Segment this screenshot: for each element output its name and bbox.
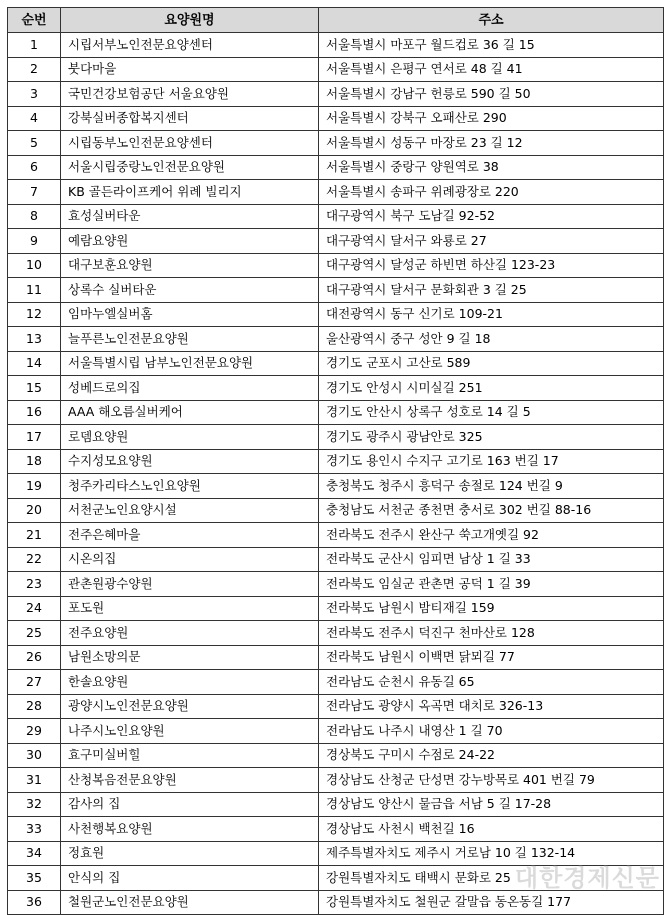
cell-address: 대전광역시 동구 신기로 109-21 [319,302,664,327]
cell-facility-name: 전주은혜마을 [61,523,319,548]
cell-number: 15 [8,376,61,401]
cell-number: 2 [8,57,61,82]
cell-address: 경기도 용인시 수지구 고기로 163 번길 17 [319,449,664,474]
table-row [8,57,664,82]
table-row [8,33,664,58]
table-row [8,523,664,548]
cell-facility-name: 성베드로의집 [61,376,319,401]
table-row [8,890,664,915]
cell-address: 대구광역시 달성군 하빈면 하산길 123-23 [319,253,664,278]
table-row [8,400,664,425]
cell-address: 강원특별자치도 태백시 문화로 25 [319,866,664,891]
table-row [8,253,664,278]
cell-number: 21 [8,523,61,548]
cell-number: 17 [8,425,61,450]
table-row [8,719,664,744]
cell-facility-name: 붓다마을 [61,57,319,82]
cell-number: 18 [8,449,61,474]
table-header-row [8,8,664,33]
cell-number: 7 [8,180,61,205]
cell-facility-name: 철원군노인전문요양원 [61,890,319,915]
cell-facility-name: 시립동부노인전문요양센터 [61,131,319,156]
cell-address: 전라북도 남원시 밤티재길 159 [319,596,664,621]
cell-address: 경기도 안성시 시미실길 251 [319,376,664,401]
cell-address: 서울특별시 마포구 월드컵로 36 길 15 [319,33,664,58]
nursing-home-table [7,7,664,915]
cell-number: 4 [8,106,61,131]
table-row [8,792,664,817]
cell-number: 35 [8,866,61,891]
cell-facility-name: 시립서부노인전문요양센터 [61,33,319,58]
cell-facility-name: 청주카리타스노인요양원 [61,474,319,499]
cell-number: 10 [8,253,61,278]
cell-number: 31 [8,768,61,793]
table-row [8,204,664,229]
watermark: 대한경제신문 [514,864,660,892]
table-body [8,33,664,915]
cell-number: 19 [8,474,61,499]
cell-address: 서울특별시 송파구 위례광장로 220 [319,180,664,205]
cell-number: 5 [8,131,61,156]
cell-number: 29 [8,719,61,744]
cell-address: 경상북도 구미시 수점로 24-22 [319,743,664,768]
cell-address: 대구광역시 달서구 와룡로 27 [319,229,664,254]
cell-number: 33 [8,817,61,842]
table-row [8,302,664,327]
cell-facility-name: 안식의 집 [61,866,319,891]
cell-address: 대구광역시 북구 도남길 92-52 [319,204,664,229]
cell-number: 36 [8,890,61,915]
cell-address: 전라북도 임실군 관촌면 공덕 1 길 39 [319,572,664,597]
cell-number: 14 [8,351,61,376]
table-row [8,449,664,474]
table-row [8,425,664,450]
cell-address: 경기도 안산시 상록구 성호로 14 길 5 [319,400,664,425]
cell-facility-name: 한솔요양원 [61,670,319,695]
table-row [8,694,664,719]
cell-number: 16 [8,400,61,425]
cell-number: 1 [8,33,61,58]
cell-facility-name: 사천행복요양원 [61,817,319,842]
table-row [8,180,664,205]
cell-facility-name: 산청복음전문요양원 [61,768,319,793]
cell-facility-name: 나주시노인요양원 [61,719,319,744]
cell-number: 26 [8,645,61,670]
cell-facility-name: 서울시립중랑노인전문요양원 [61,155,319,180]
cell-facility-name: 늘푸른노인전문요양원 [61,327,319,352]
table-row [8,229,664,254]
cell-facility-name: 광양시노인전문요양원 [61,694,319,719]
cell-address: 전라북도 군산시 임피면 남상 1 길 33 [319,547,664,572]
cell-facility-name: 예람요양원 [61,229,319,254]
cell-number: 27 [8,670,61,695]
cell-facility-name: 국민건강보험공단 서울요양원 [61,82,319,107]
cell-address: 울산광역시 중구 성안 9 길 18 [319,327,664,352]
cell-facility-name: 시온의집 [61,547,319,572]
cell-facility-name: 감사의 집 [61,792,319,817]
cell-facility-name: 대구보훈요양원 [61,253,319,278]
cell-facility-name: 서울특별시립 남부노인전문요양원 [61,351,319,376]
table-row [8,376,664,401]
cell-address: 경기도 군포시 고산로 589 [319,351,664,376]
table-row [8,547,664,572]
cell-number: 9 [8,229,61,254]
cell-number: 32 [8,792,61,817]
table-row [8,768,664,793]
cell-facility-name: 정효원 [61,841,319,866]
cell-address: 경상남도 산청군 단성면 강누방목로 401 번길 79 [319,768,664,793]
cell-address: 충청북도 청주시 흥덕구 송절로 124 번길 9 [319,474,664,499]
cell-number: 34 [8,841,61,866]
cell-facility-name: 효구미실버힐 [61,743,319,768]
cell-number: 12 [8,302,61,327]
cell-address: 제주특별자치도 제주시 거로남 10 길 132-14 [319,841,664,866]
cell-facility-name: 포도원 [61,596,319,621]
cell-number: 20 [8,498,61,523]
table-row [8,327,664,352]
table-row [8,670,664,695]
table-row [8,866,664,891]
cell-address: 대구광역시 달서구 문화회관 3 길 25 [319,278,664,303]
table-row [8,155,664,180]
cell-facility-name: 상록수 실버타운 [61,278,319,303]
header-number: 순번 [8,8,61,33]
cell-facility-name: 전주요양원 [61,621,319,646]
cell-number: 23 [8,572,61,597]
cell-address: 경상남도 양산시 물금읍 서남 5 길 17-28 [319,792,664,817]
table-row [8,645,664,670]
cell-address: 전라남도 광양시 옥곡면 대치로 326-13 [319,694,664,719]
cell-facility-name: 임마누엘실버홈 [61,302,319,327]
cell-address: 경기도 광주시 광남안로 325 [319,425,664,450]
cell-address: 서울특별시 성동구 마장로 23 길 12 [319,131,664,156]
cell-address: 전라북도 전주시 덕진구 천마산로 128 [319,621,664,646]
table-row [8,351,664,376]
cell-address: 서울특별시 강남구 헌릉로 590 길 50 [319,82,664,107]
cell-address: 전라남도 순천시 유동길 65 [319,670,664,695]
table-row [8,596,664,621]
table-row [8,131,664,156]
table-row [8,474,664,499]
cell-address: 서울특별시 강북구 오패산로 290 [319,106,664,131]
table-row [8,106,664,131]
cell-address: 전라북도 전주시 완산구 쑥고개옛길 92 [319,523,664,548]
cell-address: 서울특별시 중랑구 양원역로 38 [319,155,664,180]
cell-number: 11 [8,278,61,303]
cell-facility-name: 수지성모요양원 [61,449,319,474]
cell-number: 6 [8,155,61,180]
cell-facility-name: 관촌원광수양원 [61,572,319,597]
cell-facility-name: 로뎀요양원 [61,425,319,450]
table-row [8,82,664,107]
table-row [8,498,664,523]
cell-number: 13 [8,327,61,352]
cell-address: 서울특별시 은평구 연서로 48 길 41 [319,57,664,82]
cell-address: 전라남도 나주시 내영산 1 길 70 [319,719,664,744]
cell-facility-name: 서천군노인요양시설 [61,498,319,523]
cell-facility-name: KB 골든라이프케어 위례 빌리지 [61,180,319,205]
cell-number: 3 [8,82,61,107]
cell-facility-name: 강북실버종합복지센터 [61,106,319,131]
cell-number: 30 [8,743,61,768]
cell-number: 22 [8,547,61,572]
table-row [8,817,664,842]
table-row [8,278,664,303]
cell-number: 28 [8,694,61,719]
cell-address: 경상남도 사천시 백천길 16 [319,817,664,842]
cell-number: 24 [8,596,61,621]
cell-number: 8 [8,204,61,229]
table-row [8,572,664,597]
table-row [8,743,664,768]
table-row [8,621,664,646]
cell-facility-name: AAA 해오름실버케어 [61,400,319,425]
header-address: 주소 [319,8,664,33]
cell-address: 강원특별자치도 철원군 갈말읍 동온동길 177 [319,890,664,915]
table-row [8,841,664,866]
cell-address: 충청남도 서천군 종천면 충서로 302 번길 88-16 [319,498,664,523]
cell-facility-name: 남원소망의문 [61,645,319,670]
cell-facility-name: 효성실버타운 [61,204,319,229]
cell-address: 전라북도 남원시 이백면 닭뫼길 77 [319,645,664,670]
header-facility-name: 요양원명 [61,8,319,33]
cell-number: 25 [8,621,61,646]
